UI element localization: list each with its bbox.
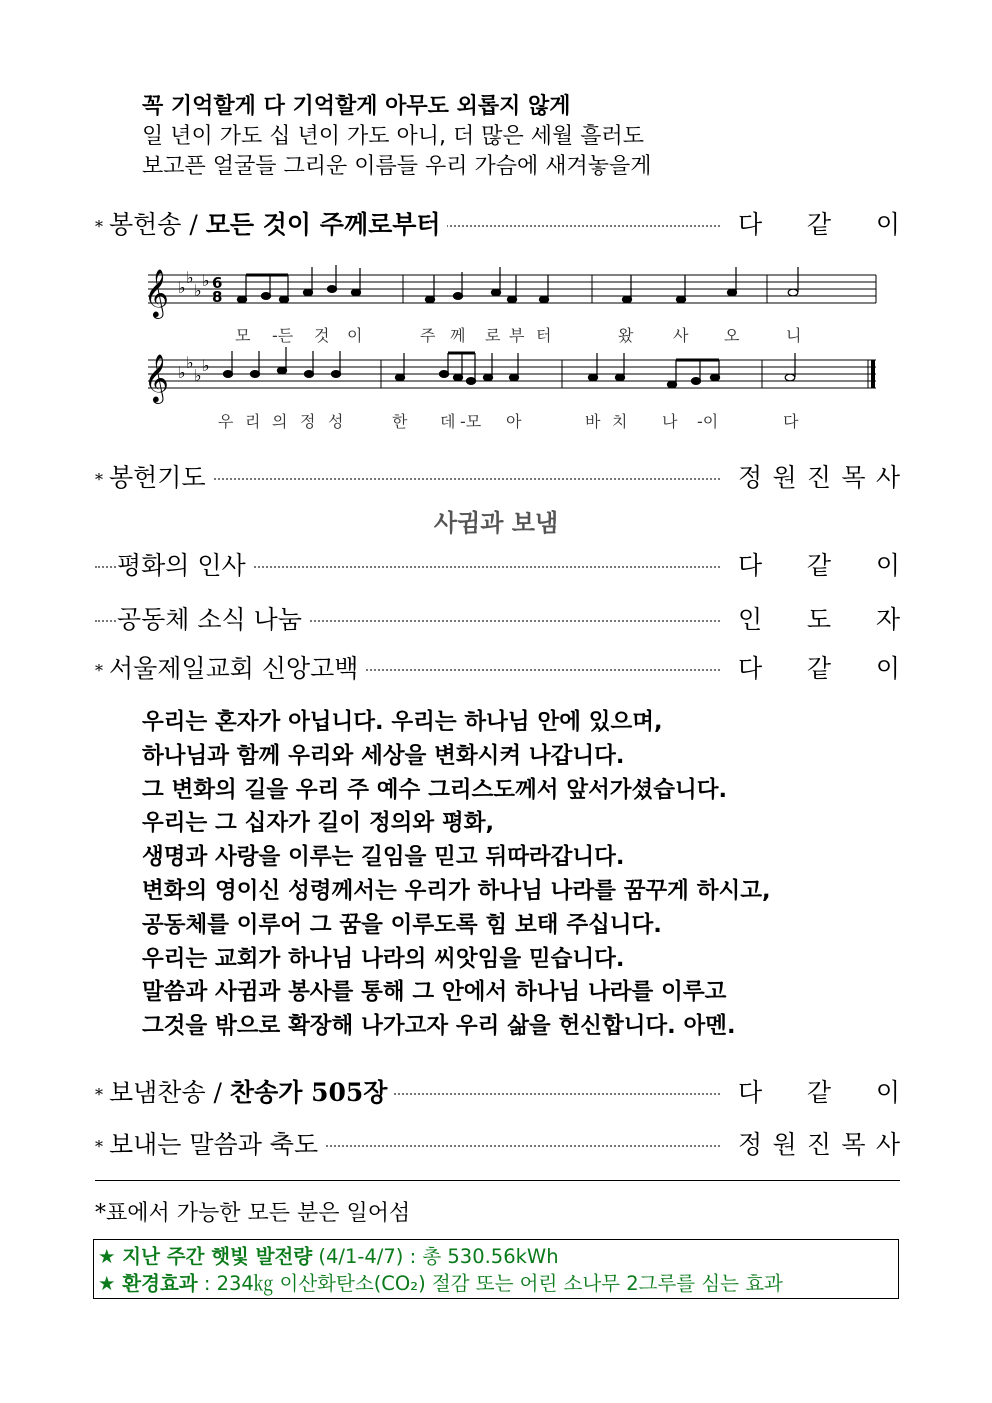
treble-clef-icon: 𝄞 [144, 353, 169, 402]
staff-system-1 [144, 265, 876, 345]
community-news-row [95, 600, 900, 634]
svg-text:리: 리 [245, 412, 261, 431]
svg-text:주: 주 [420, 326, 436, 345]
svg-text:아: 아 [506, 412, 522, 431]
svg-text:터: 터 [536, 326, 552, 345]
creed-performer: 다 같 이 [738, 649, 900, 685]
creed-label: 서울제일교회 신앙고백 [109, 654, 359, 683]
staff-system-2 [144, 347, 876, 431]
creed-line: 변화의 영이신 성령께서는 우리가 하나님 나라를 꿈꾸게 하시고, [142, 877, 771, 904]
community-news-performer: 인 도 자 [738, 600, 900, 636]
svg-text:한: 한 [392, 412, 408, 431]
svg-text:모: 모 [235, 326, 251, 345]
offertory-title: 모든 것이 주께로부터 [205, 210, 441, 239]
memorial-poem [142, 92, 652, 182]
sending-hymn-label: 보냄찬송 / [109, 1078, 230, 1107]
svg-text:♭: ♭ [202, 271, 210, 290]
svg-text:나: 나 [662, 412, 678, 431]
standing-footnote: *표에서 가능한 모든 분은 일어섬 [95, 1201, 411, 1226]
treble-clef-icon: 𝄞 [144, 268, 169, 317]
offertory-performer: 다 같 이 [738, 205, 900, 241]
creed-line: 그것을 밖으로 확장해 나가고자 우리 삶을 헌신합니다. 아멘. [142, 1013, 736, 1040]
offertory-score [140, 255, 885, 435]
svg-text:치: 치 [612, 412, 628, 431]
lyrics-line-1 [235, 326, 801, 345]
svg-text:이: 이 [347, 326, 363, 345]
svg-text:♭: ♭ [178, 278, 186, 297]
creed-line: 말씀과 사귐과 봉사를 통해 그 안에서 하나님 나라를 이루고 [142, 979, 727, 1006]
offering-prayer-row [95, 458, 900, 492]
creed-line: 하나님과 함께 우리와 세상을 변화시켜 나갑니다. [142, 742, 625, 769]
poem-line: 꼭 기억할게 다 기억할게 아무도 외롭지 않게 [142, 94, 571, 119]
standing-mark: * [95, 1085, 103, 1104]
svg-text:것: 것 [314, 326, 330, 345]
creed-row [95, 649, 900, 683]
benediction-row [95, 1125, 900, 1159]
peace-greeting-row [95, 546, 900, 580]
svg-text:8: 8 [212, 288, 223, 306]
standing-mark: * [95, 661, 103, 680]
creed-line: 우리는 혼자가 아닙니다. 우리는 하나님 안에 있으며, [142, 709, 663, 735]
svg-text:6: 6 [212, 274, 223, 292]
svg-text:♭: ♭ [202, 356, 210, 375]
svg-text:♭: ♭ [194, 281, 202, 300]
svg-text:의: 의 [272, 412, 288, 431]
sending-hymn-row [95, 1073, 900, 1107]
svg-text:-든: -든 [272, 326, 294, 345]
key-signature-flats [178, 268, 210, 300]
svg-text:왔: 왔 [618, 326, 634, 345]
offering-prayer-label: 봉헌기도 [109, 463, 206, 492]
svg-text:니: 니 [786, 326, 802, 345]
creed-line: 그 변화의 길을 우리 주 예수 그리스도께서 앞서가셨습니다. [142, 776, 728, 803]
svg-text:오: 오 [724, 326, 740, 345]
offertory-row [95, 205, 900, 239]
creed-line: 우리는 그 십자가 길이 정의와 평화, [142, 810, 495, 837]
benediction-label: 보내는 말씀과 축도 [109, 1130, 319, 1159]
svg-text:께: 께 [450, 326, 466, 345]
creed-line: 공동체를 이루어 그 꿈을 이루도록 힘 보태 주십니다. [142, 911, 662, 938]
svg-text:로: 로 [485, 326, 501, 345]
svg-text:바: 바 [585, 412, 601, 431]
svg-text:♭: ♭ [178, 363, 186, 382]
svg-text:부: 부 [509, 326, 525, 345]
solar-generation-line: ★ 지난 주간 햇빛 발전량 (4/1-4/7) : 총 530.56kWh [98, 1245, 559, 1268]
divider [95, 1180, 900, 1181]
standing-mark: * [95, 217, 103, 236]
creed-line: 우리는 교회가 하나님 나라의 씨앗임을 믿습니다. [142, 945, 625, 972]
lyrics-line-2 [218, 412, 799, 431]
svg-text:♭: ♭ [194, 366, 202, 385]
svg-text:성: 성 [328, 412, 344, 431]
standing-mark: * [95, 1137, 103, 1156]
community-news-label: 공동체 소식 나눔 [117, 600, 308, 636]
standing-mark: * [95, 470, 103, 489]
svg-text:♭: ♭ [186, 353, 194, 372]
creed-text [142, 706, 771, 1044]
sending-hymn-performer: 다 같 이 [738, 1073, 900, 1109]
svg-text:정: 정 [300, 412, 316, 431]
poem-line: 일 년이 가도 십 년이 가도 아니, 더 많은 세월 흘러도 [142, 124, 644, 149]
offering-prayer-leader: 정 원 진 목 사 [738, 458, 900, 494]
sending-hymn-title: 찬송가 505장 [229, 1078, 388, 1107]
offertory-label: 봉헌송 / [109, 210, 206, 239]
environment-effect-line: ★ 환경효과 : 234㎏ 이산화탄소(CO₂) 절감 또는 어린 소나무 2그루를 심는 효과 [98, 1272, 783, 1295]
poem-line: 보고픈 얼굴들 그리운 이름들 우리 가슴에 새겨놓을게 [142, 154, 652, 179]
notes-line-1 [237, 265, 798, 303]
peace-greeting-performer: 다 같 이 [738, 546, 900, 582]
section-title: 사귐과 보냄 [433, 509, 559, 537]
peace-greeting-label: 평화의 인사 [117, 546, 252, 582]
creed-line: 생명과 사랑을 이루는 길임을 믿고 뒤따라갑니다. [142, 844, 625, 871]
key-signature-flats [178, 353, 210, 385]
svg-text:다: 다 [783, 412, 799, 431]
svg-text:데: 데 [440, 412, 456, 431]
solar-power-box [93, 1239, 899, 1299]
benediction-leader: 정 원 진 목 사 [738, 1125, 900, 1161]
svg-text:-이: -이 [697, 412, 719, 431]
svg-text:우: 우 [218, 412, 234, 431]
svg-text:♭: ♭ [186, 268, 194, 287]
svg-text:사: 사 [673, 326, 689, 345]
svg-text:-모: -모 [460, 412, 482, 431]
